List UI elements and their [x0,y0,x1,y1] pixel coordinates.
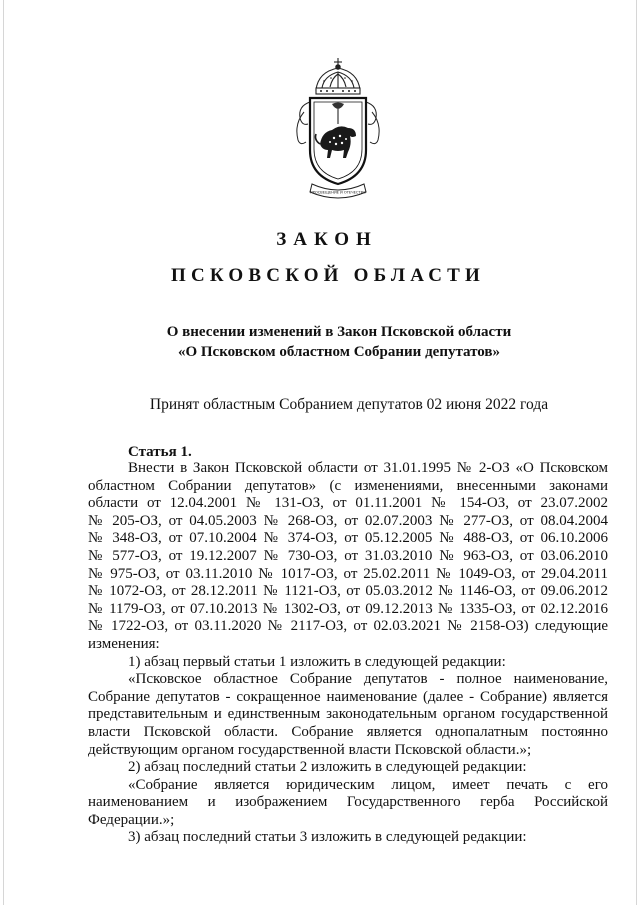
page-edge-right [636,0,637,905]
body-line: № 348-ОЗ, от 07.10.2004 № 374-ОЗ, от 05.12.2005 № 488-ОЗ, от 06.10.2006 [88,530,608,547]
body-line: 2) абзац последний статьи 2 изложить в следующей редакции: [128,759,527,776]
document-title: ЗАКОН [276,229,378,250]
body-line: областном Собрании депутатов» (с изменениями, внесенными законами [88,477,608,494]
body-line: № 1179-ОЗ, от 07.10.2013 № 1302-ОЗ, от 09.12.2013 № 1335-ОЗ, от 02.12.2016 [88,600,608,617]
body-line: «Собрание является юридическим лицом, имеет печать с его [128,776,608,793]
subject-line: «О Псковском областном Собрании депутатов» [177,344,501,360]
body-line: № 975-ОЗ, от 03.11.2010 № 1017-ОЗ, от 25.02.2011 № 1049-ОЗ, от 29.04.2011 [88,565,608,582]
emblem-motto-text: ПРОСВЕЩЕНИЕ И ОТЕЧЕСТВО [310,190,366,195]
body-line: власти Псковской области. Собрание является однопалатным постоянно [88,723,608,740]
motto-banner-icon [310,184,366,198]
body-line: Собрание депутатов - сокращенное наименование (далее - Собрание) является [88,688,608,705]
subject-line: О внесении изменений в Закон Псковской области [166,324,512,340]
body-line: Федерации.»; [88,811,175,828]
body-line: № 1072-ОЗ, от 28.12.2011 № 1121-ОЗ, от 05.03.2012 № 1146-ОЗ, от 09.06.2012 [88,583,608,600]
shield-icon [310,98,366,184]
document-subject [0,322,640,362]
body-line: действующим органом государственной власти Псковской области.»; [88,741,532,758]
pskov-coat-of-arms-emblem [286,54,390,202]
page-edge-left [3,0,4,905]
body-line: «Псковское областное Собрание депутатов - полное наименование, [128,671,608,688]
adoption-note: Принят областным Собранием депутатов 02 июня 2022 года [149,396,549,413]
body-line: Внести в Закон Псковской области от 31.01.1995 № 2-ОЗ «О Псковском [128,460,608,476]
body-line: изменения: [88,635,160,652]
body-line: области от 12.04.2001 № 131-ОЗ, от 01.11.2001 № 154-ОЗ, от 23.07.2002 [88,495,608,512]
document-region-title: ПСКОВСКОЙ ОБЛАСТИ [171,265,485,286]
article-body [88,460,608,847]
article-heading: Статья 1. [128,444,192,460]
body-line: № 1722-ОЗ, от 03.11.2020 № 2117-ОЗ, от 02.03.2021 № 2158-ОЗ) следующие [88,618,608,635]
crown-icon [316,58,360,94]
body-line: № 205-ОЗ, от 04.05.2003 № 268-ОЗ, от 02.07.2003 № 277-ОЗ, от 08.04.2004 [88,512,608,529]
body-line: № 577-ОЗ, от 19.12.2007 № 730-ОЗ, от 31.03.2010 № 963-ОЗ, от 03.06.2010 [88,547,608,564]
body-line: наименованием и изображением Государственного герба Российской [88,794,608,811]
body-line: 1) абзац первый статьи 1 изложить в следующей редакции: [128,653,506,670]
body-line: 3) абзац последний статьи 3 изложить в следующей редакции: [128,829,527,846]
body-line: представительным и единственным законодательным органом государственной [88,706,608,723]
